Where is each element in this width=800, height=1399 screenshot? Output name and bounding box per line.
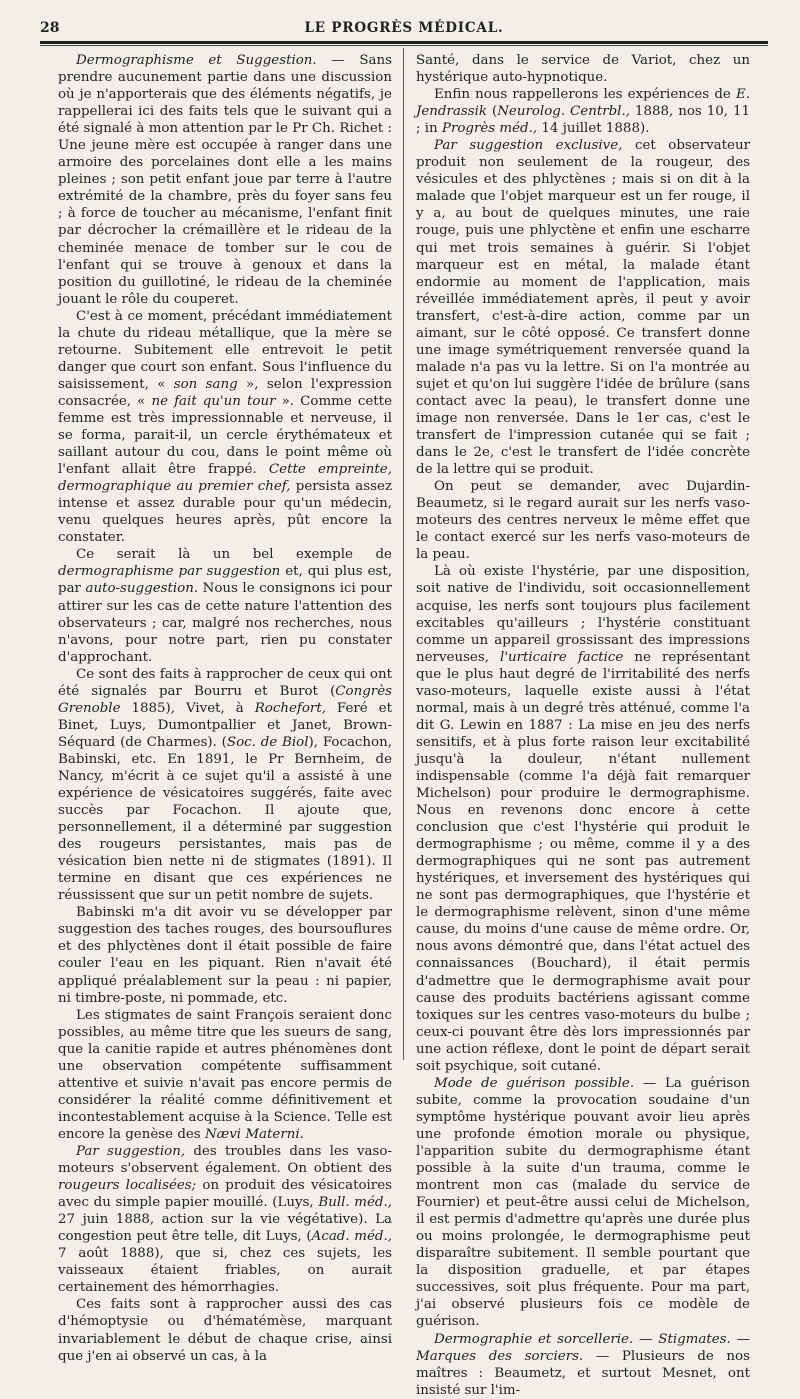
text-run: ne représentant que le plus haut degré de l'irritabilité des nerfs vaso-moteurs, laquelle existe aussi à l'état normal, mais à un degré très atténué, comme l'a dit G. Lewin en 1887 : La mise en jeu des nerfs sensitifs, et à plus forte raison leur excitabilité jusqu'à la douleur, n'étant nullement indispensable (comme l'a déjà fait remarquer Michelson) pour produire le dermographisme. Nous en revenons donc encore à cette conclusion que c'est l'hystérie qui produit le dermographisme ; ou même, comme il y a des dermographiques qui ne sont pas autrement hystériques, et inversement des hystériques qui ne sont pas dermographiques, que l'hystérie et le dermographisme relèvent, sinon d'une même cause, du moins d'une cause de même ordre. Or, nous avons démontré que, dans l'état actuel des connaissances (Bouchard), il était permis d'admettre que le dermographisme avait pour cause des produits bactériens agissant comme toxiques sur les centres vaso-moteurs du bulbe ; ceux-ci pouvant être dès lors impressionnés par une action réflexe, dont le point de départ serait soit psychique, soit cutané. xyxy=(416,649,750,1074)
italic-text: Dermographisme et Suggestion. xyxy=(76,53,317,68)
paragraph xyxy=(416,1331,750,1399)
italic-text: Nævi Materni. xyxy=(204,1126,304,1142)
italic-text: rougeurs localisées; xyxy=(58,1178,197,1194)
text-run: persista assez intense et assez durable pour qu'un médecin, venu quelques heures après, pût encore la constater. xyxy=(58,479,393,546)
paragraph xyxy=(58,52,392,308)
text-run: », selon l'expression consacrée, « xyxy=(58,376,392,409)
paragraph xyxy=(416,478,750,563)
italic-text: E. Jendrassik xyxy=(416,87,750,120)
text-run: 14 juillet 1888). xyxy=(537,121,650,137)
text-run: ». Comme cette femme est très impressionnable et nerveuse, il se forma, parait-il, un cercle érythémateux et saillant autour du cou, dans le point même où l'enfant allait être frappé. xyxy=(58,393,392,478)
header-rule-thin xyxy=(40,45,768,46)
italic-text: auto-suggestion. xyxy=(85,581,199,597)
text-run: cet observateur produit non seulement de la rougeur, des vésicules et des phlyctènes ; mais si on dit à la malade que l'objet marqueur est un fer rouge, il y a, au bout de quelques minutes, une raie rouge, puis une phlyctène et enfin une escharre qui met trois semaines à guérir. Si l'objet marqueur est en métal, la malade étant endormie au moment de l'application, mais réveillée immédiatement après, il peut y avoir transfert, c'est-à-dire action, comme par un aimant, sur le côté opposé. Ce transfert donne une image symétriquement renversée quand la malade n'a pas vu la lettre. Si on l'a montrée au sujet et qu'on lui suggère l'idée de brûlure (sans contact avec la peau), le transfert donne une image non renversée. Dans le 1er cas, c'est le transfert de l'impression cutanée qui se fait ; dans le 2e, c'est le transfert de l'idée concrète de la lettre qui se produit. xyxy=(416,138,750,478)
page-number: 28 xyxy=(40,20,60,36)
text-run: — La guérison subite, comme la provocation soudaine d'un symptôme hystérique pouvant avoir lieu après une profonde émotion morale ou physique, l'apparition subite du dermographisme étant possible à la suite d'un trauma, comme le montrent mon cas (malade du service de Fournier) et peut-être aussi celui de Michelson, il est permis d'admettre qu'après une durée plus ou moins prolongée, le dermographisme peut disparaître subitement. Il semble pourtant que la disposition graduelle, et par étapes successives, soit plus fréquente. Pour ma part, j'ai observé plusieurs fois ce modèle de guérison. xyxy=(416,1075,750,1330)
italic-text: ne fait qu'un tour xyxy=(151,393,276,409)
italic-text: Rochefort, xyxy=(254,700,326,716)
paragraph xyxy=(58,666,392,905)
text-run: Santé, dans le service de Variot, chez un hystérique auto-hypnotique. xyxy=(416,53,750,86)
text-run: 7 août 1888), que si, chez ces sujets, les vaisseaux étaient friables, on aurait certainement des hémorrhagies. xyxy=(58,1246,392,1296)
paragraph xyxy=(58,1143,392,1296)
italic-text: Congrès Grenoble xyxy=(58,683,392,716)
italic-text: Cette empreinte, dermographique au premier chef, xyxy=(58,462,392,495)
italic-text: Par suggestion exclusive, xyxy=(434,138,623,154)
italic-text: Acad. méd., xyxy=(311,1229,392,1245)
italic-text: dermographisme par suggestion xyxy=(58,564,281,580)
text-run: C'est à ce moment, précédant immédiatement la chute du rideau métallique, que la mère se retourne. Subitement elle entrevoit le petit danger que court son enfant. Sous l'influence du saisissement, « xyxy=(58,308,392,392)
paragraph xyxy=(416,86,750,137)
text-run: 1885), Vivet, à xyxy=(120,700,255,716)
header-rule-thick xyxy=(40,41,768,44)
text-run: Enfin nous rappellerons les expériences de xyxy=(434,87,736,103)
text-run: Là où existe l'hystérie, par une disposition, soit native de l'individu, soit occasionnellement acquise, les nerfs sont toujours plus facilement excitables qu'ailleurs ; l'hystérie constituant comme un appareil grossissant des impressions nerveuses, xyxy=(416,564,750,665)
paragraph xyxy=(58,308,392,547)
paragraph xyxy=(58,1296,392,1364)
paragraph xyxy=(416,563,750,1074)
text-run: Les stigmates de saint François seraient donc possibles, au même titre que les sueurs de sang, que la canitie rapide et autres phénomènes dont une observation compétente suffisamment attentive et suivie n'avait pas encore permis de considérer la réalité comme définitivement et incontestablement acquise à la Science. Telle est encore la genèse des xyxy=(58,1007,392,1142)
text-run: Babinski m'a dit avoir vu se développer par suggestion des taches rouges, des boursouflures et des phlyctènes dont il était possible de faire couler l'eau en les piquant. Rien n'avait été appliqué préalablement sur la peau : ni papier, ni timbre-poste, ni pommade, etc. xyxy=(58,905,392,1006)
column-divider xyxy=(403,48,404,1060)
italic-text: Dermographie et sorcellerie. — Stigmates. — Marques des sorciers. xyxy=(416,1331,750,1364)
paragraph xyxy=(58,546,392,665)
paragraph xyxy=(416,137,750,478)
text-run: Nous le consignons ici pour attirer sur les cas de cette nature l'attention des observateurs ; car, malgré nos recherches, nous n'avons, pour notre part, rien pu constater d'approchant. xyxy=(58,581,392,665)
text-run: Ces faits sont à rapprocher aussi des cas d'hémoptysie ou d'hématémèse, marquant invariablement le début de chaque crise, ainsi que j'en ai observé un cas, à la xyxy=(58,1297,392,1364)
italic-text: l'urticaire factice xyxy=(500,649,624,665)
text-run: On peut se demander, avec Dujardin-Beaumetz, si le regard aurait sur les nerfs vaso-moteurs des centres nerveux le même effet que le contact exercé sur les nerfs vaso-moteurs de la peau. xyxy=(416,479,750,563)
italic-text: Mode de guérison possible. xyxy=(434,1075,635,1091)
running-head: LE PROGRÈS MÉDICAL. xyxy=(304,20,504,36)
text-run: Ce serait là un bel exemple de xyxy=(76,547,392,563)
italic-text: Par suggestion, xyxy=(76,1144,186,1159)
text-run: ), Focachon, Babinski, etc. En 1891, le Pr Bernheim, de Nancy, m'écrit à ce sujet qu'il a assisté à une expérience de vésicatoires suggérés, faite avec succès par Focachon. Il ajoute que, personnellement, il a déterminé par suggestion des rougeurs persistantes, mais pas de vésication bien nette ni de stigmates (1891). Il termine en disant que ces expériences ne réussissent que sur un petit nombre de sujets. xyxy=(58,734,392,904)
page-header xyxy=(40,20,768,42)
italic-text: Neurolog. Centrbl., xyxy=(497,104,630,120)
text-run: 27 juin 1888, action sur la vie végétative). La congestion peut être telle, dit Luys, ( xyxy=(58,1212,392,1245)
paragraph xyxy=(416,52,750,86)
text-run: on produit des vésicatoires avec du simple papier mouillé. (Luys, xyxy=(58,1178,392,1211)
italic-text: Bull. méd., xyxy=(318,1195,393,1211)
text-run: Ce sont des faits à rapprocher de ceux qui ont été signalés par Bourru et Burot ( xyxy=(58,666,392,699)
text-run: ( xyxy=(487,104,498,120)
paragraph xyxy=(58,1007,392,1143)
right-column xyxy=(416,52,750,1399)
text-run: Feré et Binet, Luys, Dumontpallier et Janet, Brown-Séquard (de Charmes). ( xyxy=(58,700,392,750)
text-run: — Plusieurs de nos maîtres : Beaumetz, et surtout Mesnet, ont insisté sur l'im- xyxy=(416,1348,750,1398)
left-column xyxy=(58,52,392,1365)
text-run: et, qui plus est, par xyxy=(58,564,392,597)
paragraph xyxy=(58,904,392,1006)
italic-text: son sang xyxy=(173,376,238,392)
text-run: des troubles dans les vaso-moteurs s'observent également. On obtient des xyxy=(58,1144,392,1177)
text-run: — Sans prendre aucunement partie dans une discussion où je n'apporterais que des éléments négatifs, je rappellerai ici des faits tels que le suivant qui a été signalé à mon attention par le Pr Ch. Richet : Une jeune mère est occupée à ranger dans une armoire des porcelaines dont elle a les mains pleines ; son petit enfant joue par terre à l'autre extrémité de la chambre, près du foyer sans feu ; à force de toucher au mécanisme, l'enfant finit par décrocher la crémaillère et le rideau de la cheminée menace de tomber sur le cou de l'enfant qui se trouve à genoux et dans la position du guillotiné, le rideau de la cheminée jouant le rôle du couperet. xyxy=(58,53,392,307)
paragraph xyxy=(416,1075,750,1331)
italic-text: Progrès méd., xyxy=(441,121,538,137)
text-run: 1888, nos 10, 11 ; in xyxy=(416,104,750,137)
italic-text: Soc. de Biol xyxy=(226,734,309,750)
